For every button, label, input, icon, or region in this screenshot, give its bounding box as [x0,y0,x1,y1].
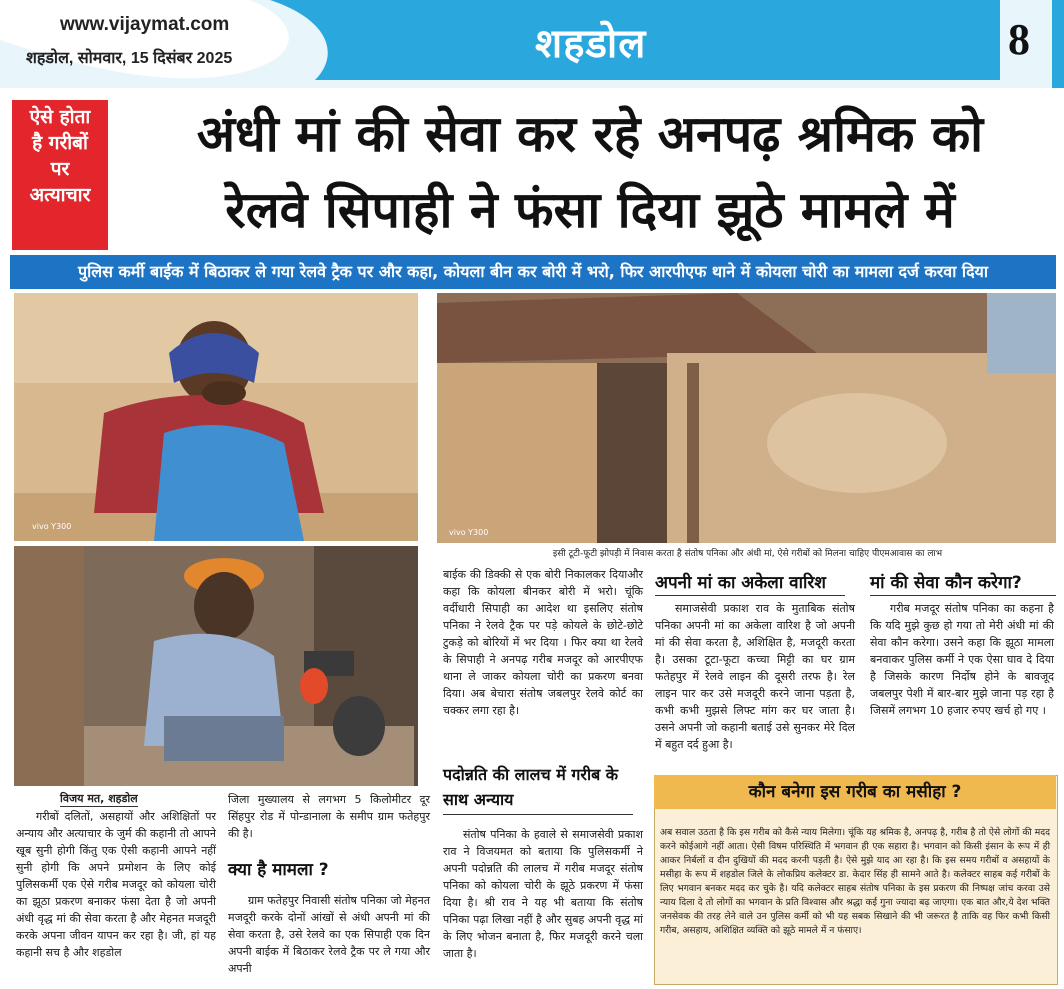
article-column-3-top: बाईक की डिक्की से एक बोरी निकालकर दियाऔर कहा कि कोयला बीनकर बोरी में भरो। चूंकि वर्दीधारी सिपाही का आदेश था इसलिए संतोष पनिका ने रेलवे ट्रैक पर पड़े कोयले के छोटे-छोटे टुकड़े को बोरियों में भर दिया । फिर क्या था रेलवे के सिपाही ने अनपढ़ गरीब मजदूर को आरपीएफ थाना ले जाकर कोयला चोरी का प्रकरण बनवा दिया। अब बेचारा संतोष जबलपुर रेलवे कोर्ट का चक्कर लगा रहा है। [443,568,643,717]
headline [120,96,1060,248]
photo-santosh [14,546,418,786]
category-tag [12,100,108,250]
section-heading-maa-ki-seva: मां की सेवा कौन करेगा? [870,573,1022,593]
dateline: शहडोल, सोमवार, 15 दिसंबर 2025 [26,50,233,67]
section-heading-padonnati: पदोन्नति की लालच में गरीब के साथ अन्याय [443,765,619,809]
subheadline: पुलिस कर्मी बाईक में बिठाकर ले गया रेलवे ट्रैक पर और कहा, कोयला बीन कर बोरी में भरो, फिर आरपीएफ थाने में कोयला चोरी का मामला दर्ज करवा दिया [10,255,1056,289]
divider [870,595,1056,596]
headline-line-1: अंधी मां की सेवा कर रहे अनपढ़ श्रमिक को [196,105,984,163]
headline-line-2: रेलवे सिपाही ने फंसा दिया झूठे मामले में [225,181,955,239]
tag-line: है गरीबों [32,132,88,154]
divider [443,814,633,815]
tag-line: ऐसे होता [29,106,91,128]
article-column-2-top: जिला मुख्यालय से लगभग 5 किलोमीटर दूर सिंहपुर रोड में पोन्डानाला के समीप ग्राम फतेहपुर की है। [228,793,430,840]
section-heading-kya-hai-mamla: क्या है मामला ? [228,860,329,880]
divider [655,595,845,596]
photo-mother [14,293,418,541]
highlight-box-heading: कौन बनेगा इस गरीब का मसीहा ? [654,775,1056,809]
photo-hut [437,293,1056,543]
article-column-3-body: संतोष पनिका के हवाले से समाजसेवी प्रकाश राव ने विजयमत को बताया कि पुलिसकर्मी ने अपनी पदोन्नति की लालच में गरीब मजदूर संतोष पनिका को कोयला चोरी के झूठे प्रकरण में फंसा दिया है। श्री राव ने यह भी बताया कि संतोष पनिका पढ़ा लिखा नहीं है और सुबह अपनी वृद्ध मां के लिए भोजन बनाता है, फिर मजदूरी करने चला जाता है। [443,828,643,960]
svg-text:vivo Y300: vivo Y300 [449,528,489,537]
section-title: शहडोल [535,21,647,67]
highlight-box-text: अब सवाल उठता है कि इस गरीब को कैसे न्याय मिलेगा। चूंकि यह श्रमिक है, अनपढ़ है, गरीब है तो ऐसे लोगों की मदद करने कोईआगे नहीं आता। ऐसी विषम परिस्थिति में भगवान ही एक सहारा है। भगवान को किसी इंसान के रूप में ही आकर निर्बलों व दीन दुखियों की मदद करनी पड़ती है। ऐसे मुझे याद आ रहा है। कि इस समय गरीबों व असहायों के मसीहा के रूप में शहडोल जिले के लोकप्रिय कलेक्टर डा. केदार सिंह ही सामने आते है। कलेक्टर साहब कई गरीबों के लिए भगवान बनकर मदद कर चुके है। यदि कलेक्टर साहब संतोष पनिका के इस प्रकरण की निष्पक्ष जांच करवा उसे न्याय दिला दे तो लोगों का भगवान के प्रति विश्वास और श्रद्धा कई गुना ज्यादा बढ़ जाएगा। एक बात और,ये देश भक्ति जनसेवक की तरह लेने वाले उन पुलिस कर्मी को भी यह सबक सिखाने की भी जरूरत है ताकि वह फिर कभी किसी गरीब, असहाय, अशिक्षित व्यक्ति को झूठे मामले में न फंसाए। [660,827,1050,936]
tag-line: पर [50,158,70,180]
article-column-4-body: समाजसेवी प्रकाश राव के मुताबिक संतोष पनिका अपनी मां का अकेला वारिश है जो अपनी मां की सेवा करता है, अशिक्षित है, मजदूरी करता है। उसका टूटा-फूटा कच्चा मिट्टी का घर ग्राम फतेहपुर में रेलवे लाइन की दूसरी तरफ है। रेल लाइन पार कर उसे मजदूरी करने जाना पड़ता है, कभी कभी मुझसे लिफ्ट मांग कर घर जाता है। उसने अपनी जो कहानी बताई उसे सुनकर मेरे दिल में बहुत दर्द हुआ है। [655,602,855,751]
tag-line: अत्याचार [29,184,91,206]
svg-text:vivo Y300: vivo Y300 [32,522,72,531]
page-number: 8 [1008,15,1030,64]
photo-caption: इसी टूटी-फूटी झोपड़ी में निवास करता है संतोष पनिका और अंधी मां, ऐसे गरीबों को मिलना चाहिए पीएमआवास का लाभ [552,549,943,559]
article-column-5-body: गरीब मजदूर संतोष पनिका का कहना है कि यदि मुझे कुछ हो गया तो मेरी अंधी मां की सेवा कौन करेगा। उसने कहा कि झूठा मामला बनवाकर पुलिस कर्मी ने एक ऐसा घाव दे दिया है जिसके कारण निर्दोष होने के बावजूद जबलपुर पेशी में बार-बार मुझे जाना पड़ रहा है जिसमें लगभग 10 हजार रुपए खर्च हो गए । [870,602,1054,717]
masthead [0,0,1064,88]
byline: विजय मत, शहडोल [60,792,138,805]
article-column-1: गरीबों दलितों, असहायों और अशिक्षितों पर अन्याय और अत्याचार के जुर्म की कहानी तो आपने खूब सुनी होगी किंतु एक ऐसी कहानी आपने नहीं सुनी होगी कि अपने प्रमोशन के लिए कोई पुलिसकर्मी एक ऐसे गरीब मजदूर को कोयला चोरी का झूठा प्रकरण बनाकर फंसा देता है जो अपनी अंधी वृद्ध मां की सेवा करता है और मेहनत मजदूरी करके अपना जीवन यापन कर रहा है। जी, हां यह कहानी सच है और शहडोल [16,810,216,959]
site-url[interactable]: www.vijaymat.com [60,14,230,35]
article-column-2-body: ग्राम फतेहपुर निवासी संतोष पनिका जो मेहनत मजदूरी करके दोनों आंखों से अंधी अपनी मां की सेवा करता है, उसे रेलवे का एक सिपाही एक दिन अपनी बाईक में बिठाकर रेलवे ट्रैक पर ले गया और अपनी [228,894,430,975]
section-heading-akela-waris: अपनी मां का अकेला वारिश [655,573,826,593]
